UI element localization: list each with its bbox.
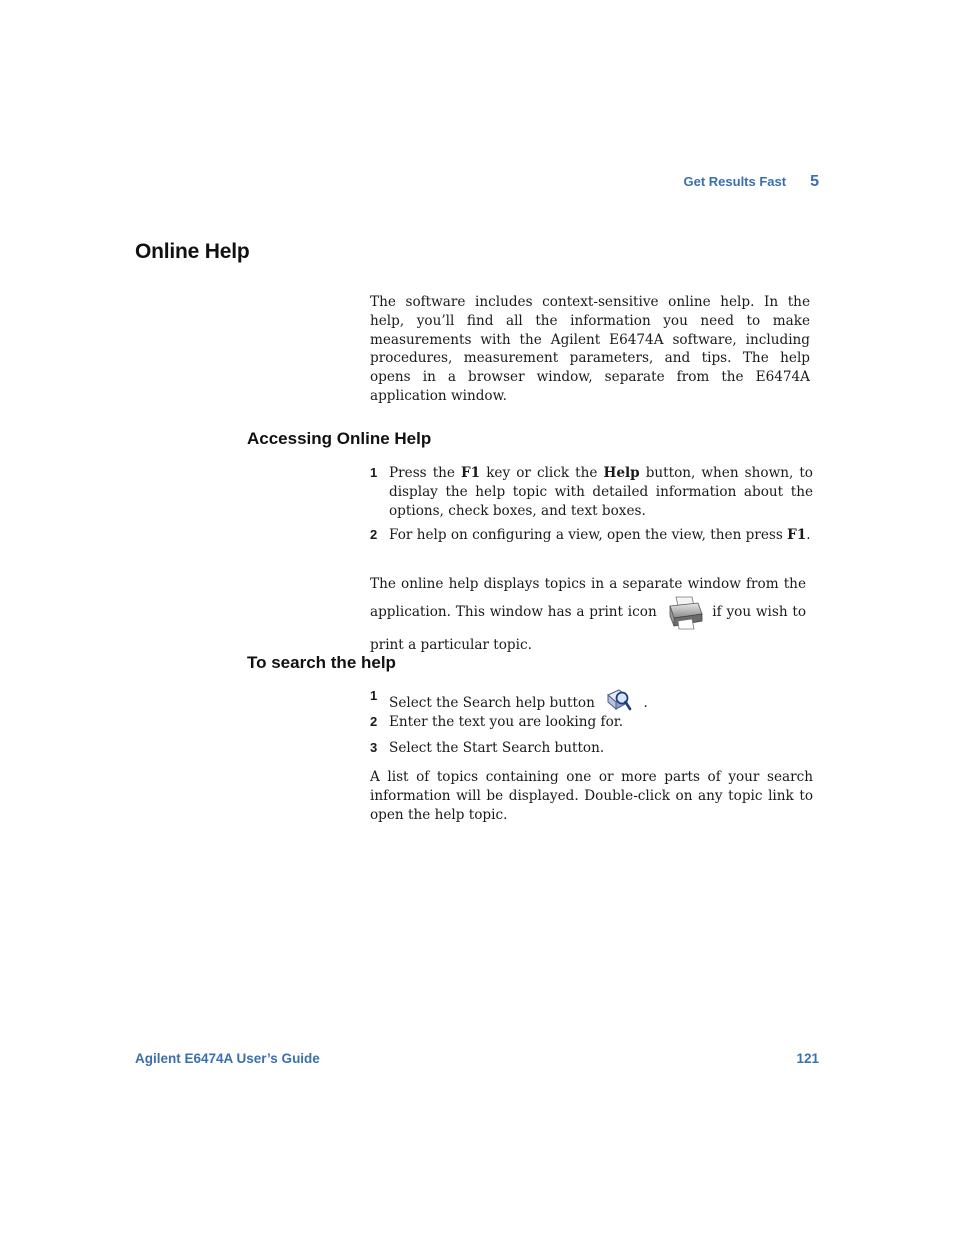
step-number: 3 — [370, 740, 378, 755]
step-number: 2 — [370, 714, 378, 729]
print-note-text: The online help displays topics in a separate window from the application. This window has a print icon — [370, 576, 806, 620]
key-f1: F1 — [461, 465, 481, 481]
step-number: 1 — [370, 465, 378, 480]
print-note-text: if you wish to print a particular topic. — [370, 603, 807, 653]
step-number: 2 — [370, 527, 378, 542]
step-text-part: button, when shown, to display the help topic with detailed information about the options, check boxes, and text boxes. — [389, 465, 813, 519]
intro-paragraph: The software includes context-sensitive online help. In the help, you’ll find all the information you need to make measurements with the Agilent E6474A software, including procedures, measurement parameters, and tips. The help opens in a browser window, separate from the E6474A application window. — [370, 294, 810, 404]
chapter-title: Get Results Fast — [683, 174, 787, 189]
step-text: Enter the text you are looking for. — [389, 714, 624, 730]
search-step-3 — [370, 739, 813, 758]
print-note-paragraph — [370, 575, 806, 654]
accessing-step-1 — [370, 464, 813, 520]
step-text-part: . — [806, 527, 811, 543]
running-header — [684, 173, 820, 191]
accessing-step-2 — [370, 526, 813, 545]
section-title: Online Help — [135, 240, 250, 263]
accessing-help-heading: Accessing Online Help — [247, 429, 432, 448]
step-text-part: Select the Search help button — [389, 695, 595, 711]
search-step-2 — [370, 713, 813, 732]
key-f1: F1 — [787, 527, 807, 543]
step-number: 1 — [370, 688, 378, 703]
step-text-part: key or click the — [480, 465, 604, 481]
chapter-number: 5 — [810, 173, 819, 190]
search-help-heading: To search the help — [247, 653, 396, 672]
step-text-part: . — [643, 695, 648, 711]
page-footer — [135, 1051, 819, 1066]
step-text — [389, 464, 813, 520]
guide-title: Agilent E6474A User’s Guide — [135, 1051, 320, 1066]
page-number: 121 — [796, 1051, 819, 1066]
step-text — [389, 526, 813, 545]
help-button-label: Help — [603, 465, 640, 481]
step-text-part: Press the — [389, 465, 462, 481]
step-text: Select the Start Search button. — [389, 740, 605, 756]
printer-icon — [666, 594, 704, 636]
step-text-part: For help on configuring a view, open the view, then press — [389, 527, 788, 543]
search-note-paragraph: A list of topics containing one or more parts of your search information will be displayed. Double-click on any topic link to open the help topic. — [370, 769, 813, 823]
